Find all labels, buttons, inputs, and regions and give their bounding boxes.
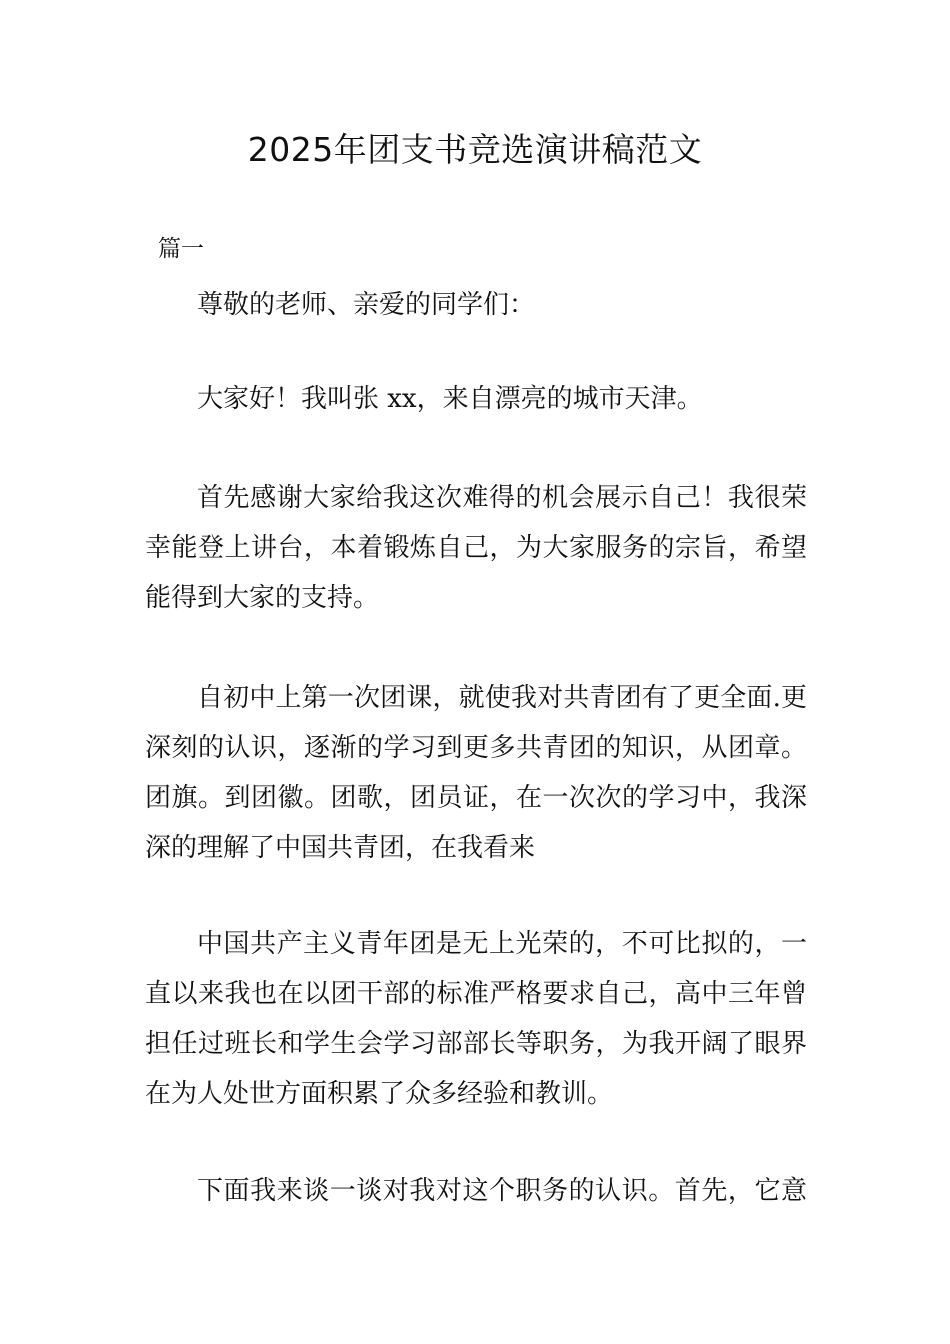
paragraph-line: 中国共产主义青年团是无上光荣的，不可比拟的，一 [197, 929, 807, 959]
paragraph-greeting [145, 374, 807, 424]
paragraph-line: 在为人处世方面积累了众多经验和教训。 [145, 1079, 614, 1109]
paragraph-line: 深刻的认识，逐渐的学习到更多共青团的知识，从团章。 [145, 733, 807, 763]
paragraph-line: 自初中上第一次团课，就使我对共青团有了更全面.更 [197, 683, 807, 713]
paragraph-line: 担任过班长和学生会学习部部长等职务，为我开阔了眼界 [145, 1029, 807, 1059]
paragraph-line: 深的理解了中国共青团，在我看来 [145, 833, 536, 863]
section-label: 篇一 [158, 236, 204, 262]
paragraph-experience [145, 919, 807, 1119]
document-title: 2025年团支书竞选演讲稿范文 [247, 130, 703, 169]
paragraph-thanks [145, 473, 807, 623]
paragraph-role-understanding [145, 1166, 807, 1216]
paragraph-line: 下面我来谈一谈对我对这个职务的认识。首先，它意 [197, 1176, 807, 1206]
paragraph-line: 大家好！我叫张 xx，来自漂亮的城市天津。 [197, 384, 703, 414]
paragraph-line: 尊敬的老师、亲爱的同学们： [197, 290, 536, 320]
paragraph-salutation [145, 280, 807, 330]
paragraph-line: 直以来我也在以团干部的标准严格要求自己，高中三年曾 [145, 979, 807, 1009]
paragraph-line: 首先感谢大家给我这次难得的机会展示自己！我很荣 [197, 483, 807, 513]
paragraph-line: 幸能登上讲台，本着锻炼自己，为大家服务的宗旨，希望 [145, 533, 807, 563]
paragraph-league-study [145, 673, 807, 873]
paragraph-line: 能得到大家的支持。 [145, 583, 380, 613]
paragraph-line: 团旗。到团徽。团歌，团员证，在一次次的学习中，我深 [145, 783, 807, 813]
